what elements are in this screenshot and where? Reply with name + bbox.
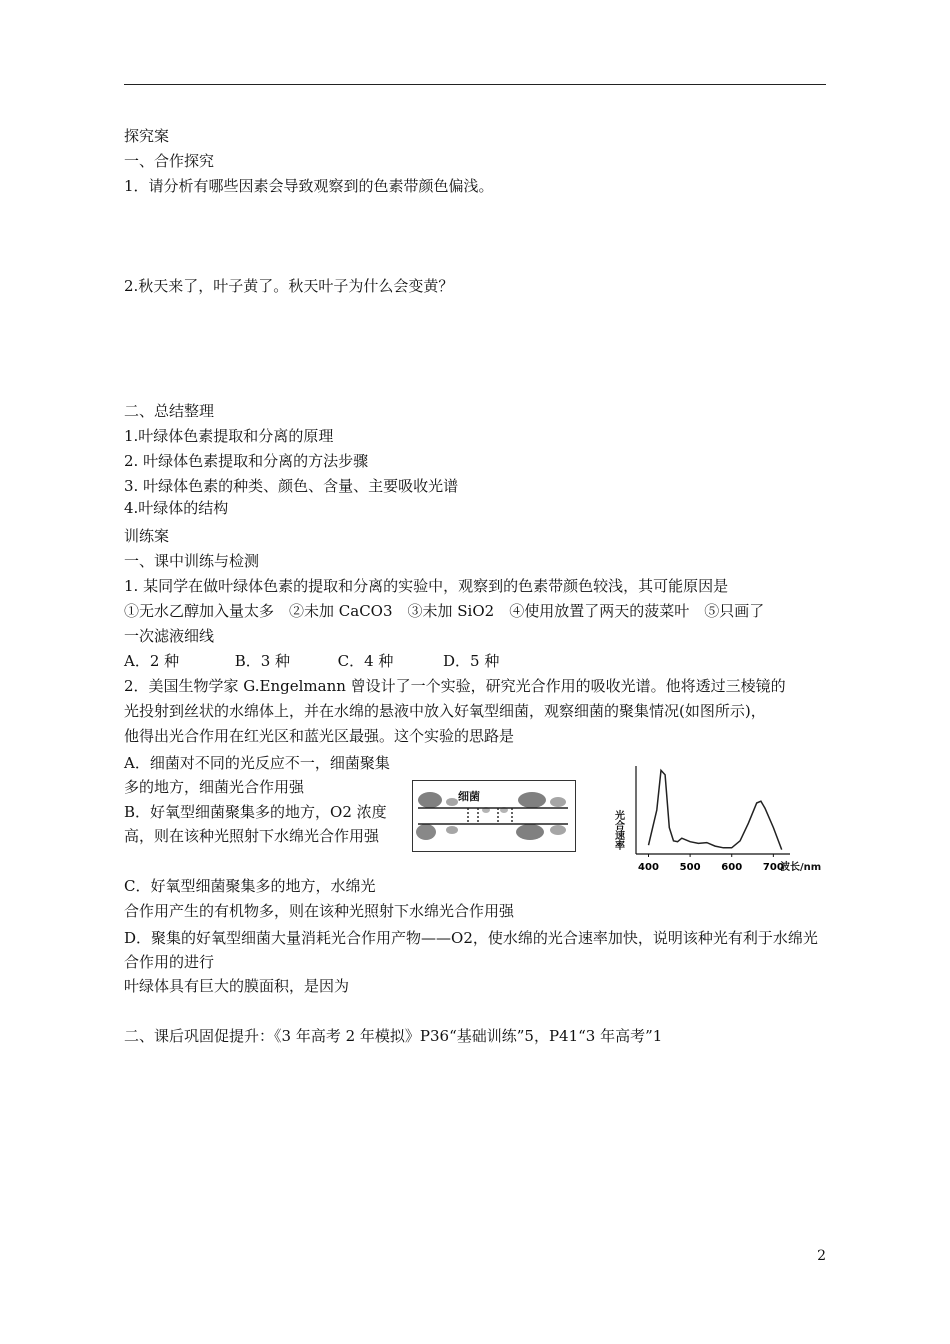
summary-item-3: 3. 叶绿体色素的种类、颜色、含量、主要吸收光谱 [124, 477, 459, 495]
choice-d: D．聚集的好氧型细菌大量消耗光合作用产物——O2，使水绵的光合速率加快，说明该种光有利于水绵光合作用的进行 [124, 929, 818, 971]
bacteria-figure [412, 780, 576, 852]
answer-options [124, 651, 499, 671]
choice-a: A．细菌对不同的光反应不一，细菌聚集多的地方，细菌光合作用强 [124, 754, 390, 796]
option-a: A．2 种 [124, 652, 180, 670]
header-rule [124, 84, 826, 85]
section-title-training: 训练案 [124, 527, 170, 545]
summary-item-4: 4.叶绿体的结构 [124, 499, 229, 517]
choice-c-line1: C．好氧型细菌聚集多的地方，水绵光 [124, 877, 376, 895]
section-heading-homework: 二、课后巩固促提升：《3 年高考 2 年模拟》P36“基础训练”5，P41“3 年高考”1 [124, 1027, 663, 1045]
page-number: 2 [817, 1248, 826, 1264]
x-tick-label: 400 [638, 862, 659, 873]
section-title-explore: 探究案 [124, 127, 170, 145]
section-heading-summary: 二、总结整理 [124, 402, 215, 420]
training-question-2-line2: 光投射到丝状的水绵体上，并在水绵的悬液中放入好氧型细菌，观察细菌的聚集情况(如图所示)， [124, 702, 766, 720]
option-b: B．3 种 [234, 652, 291, 670]
x-tick-label: 500 [679, 862, 701, 873]
section-heading-class-test: 一、课中训练与检测 [124, 552, 260, 570]
summary-item-1: 1.叶绿体色素提取和分离的原理 [124, 427, 334, 445]
option-d: D．5 种 [442, 652, 500, 670]
choice-b: B．好氧型细菌聚集多的地方，O2 浓度高，则在该种光照射下水绵光合作用强 [124, 803, 387, 845]
membrane-question: 叶绿体具有巨大的膜面积，是因为 [124, 977, 350, 995]
question-1: 1．请分析有哪些因素会导致观察到的色素带颜色偏浅。 [124, 177, 494, 195]
y-axis-label: 光合速率 [612, 810, 624, 850]
training-question-1: 1. 某同学在做叶绿体色素的提取和分离的实验中，观察到的色素带颜色较浅，其可能原因是 [124, 577, 729, 595]
photosynthesis-spectrum-chart [606, 762, 836, 878]
training-question-2-line1: 2．美国生物学家 G.Engelmann 曾设计了一个实验，研究光合作用的吸收光谱。他将透过三棱镜的 [124, 677, 786, 695]
section-heading-cooperate: 一、合作探究 [124, 152, 215, 170]
x-axis-label: 波长/nm [780, 862, 822, 873]
question-2: 2.秋天来了，叶子黄了。秋天叶子为什么会变黄？ [124, 277, 454, 295]
x-tick-label: 600 [721, 862, 743, 873]
summary-item-2: 2. 叶绿体色素提取和分离的方法步骤 [124, 452, 369, 470]
training-question-2-line3: 他得出光合作用在红光区和蓝光区最强。这个实验的思路是 [124, 727, 515, 745]
choice-c-line2: 合作用产生的有机物多，则在该种光照射下水绵光合作用强 [124, 902, 515, 920]
x-tick-label: 700 [762, 862, 784, 873]
bacteria-label: 细菌 [458, 791, 480, 803]
option-c: C．4 种 [337, 652, 394, 670]
training-question-1-items: ①无水乙醇加入量太多 ②未加 CaCO3 ③未加 SiO2 ④使用放置了两天的菠菜叶 ⑤只画了 [124, 602, 765, 620]
series-line [649, 770, 782, 849]
training-question-1-items-cont: 一次滤液细线 [124, 627, 215, 645]
